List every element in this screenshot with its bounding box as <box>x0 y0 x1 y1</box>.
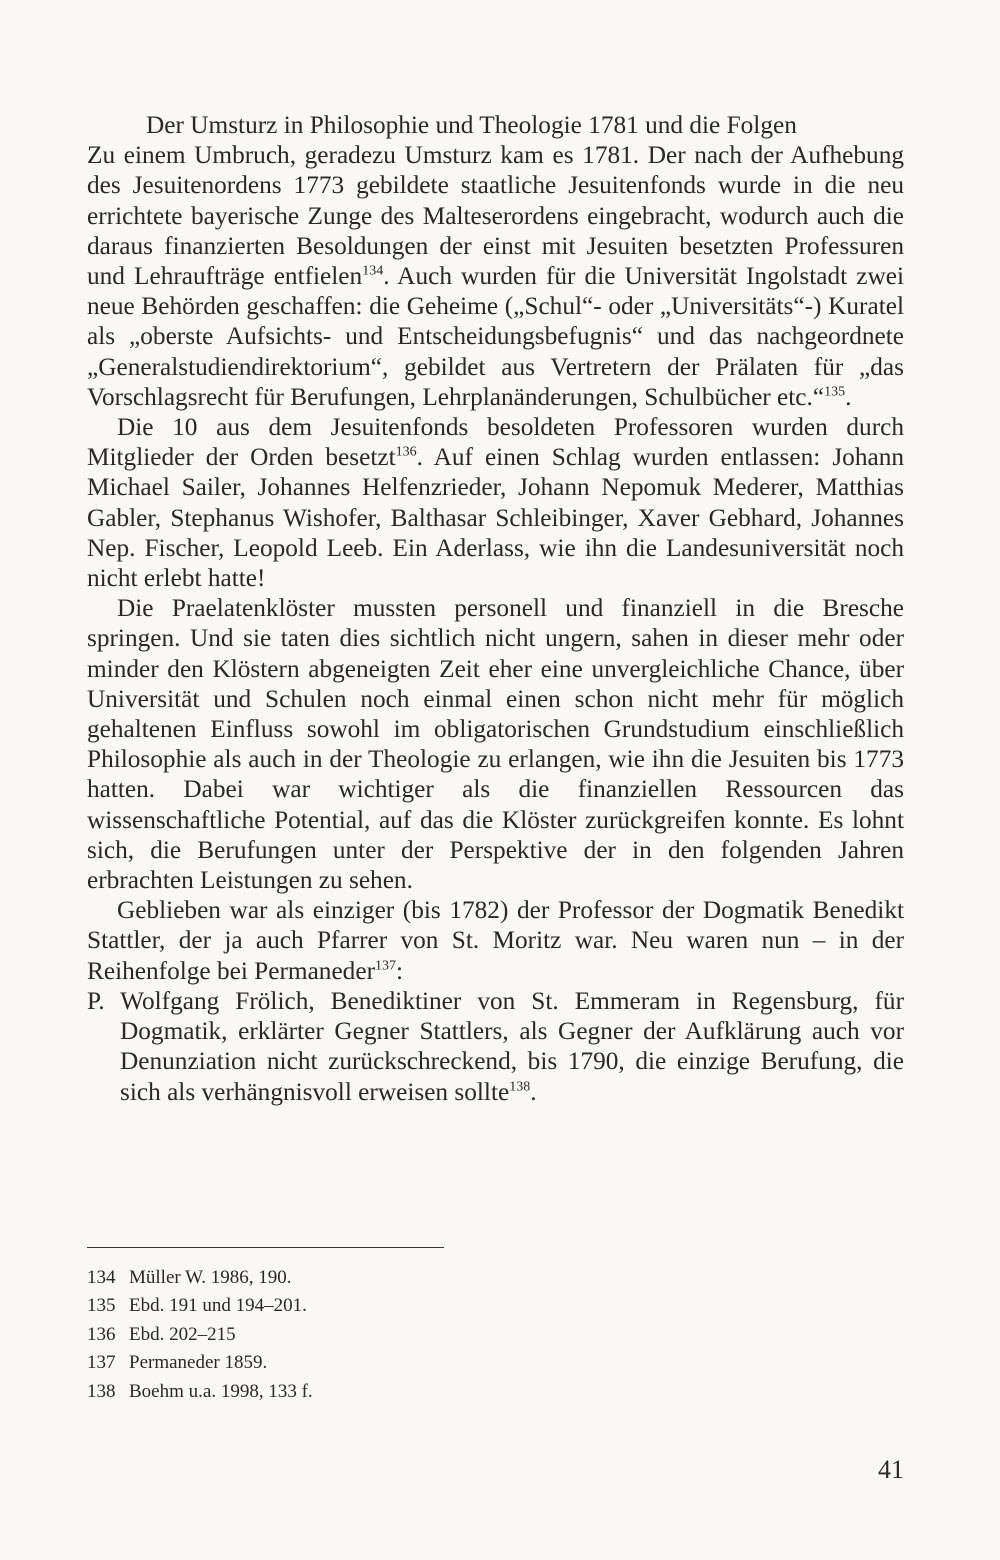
paragraph-2-text-a: Die 10 aus dem Jesuitenfonds besoldeten Professoren wurden durch Mitglieder der Orden besetzt <box>87 413 904 472</box>
footnote-text: Boehm u.a. 1998, 133 f. <box>129 1380 313 1402</box>
footnote-137 <box>87 1349 687 1377</box>
list-entry-text-a: P. Wolfgang Frölich, Benediktiner von St. Emmeram in Regensburg, für Dogmatik, erklärter Gegner Stattlers, als Gegner der Aufklärung auch vor Denunziation nicht zurückschreckend, bis 1790, die einzige Berufung, die sich als verhängnisvoll erweisen sollte <box>87 986 904 1106</box>
section-heading: Der Umsturz in Philosophie und Theologie 1781 und die Folgen <box>146 111 797 139</box>
footnote-number: 137 <box>87 1352 116 1374</box>
paragraph-4-text-b: : <box>396 956 404 985</box>
footnote-number: 135 <box>87 1295 116 1317</box>
paragraph-3-text: Die Praelatenklöster mussten personell und finanziell in die Bresche springen. Und sie taten dies sichtlich nicht ungern, sahen in dieser mehr oder minder den Klöstern abgeneigten Zeit eher eine unvergleichliche Chance, über Universität und Schulen noch einmal einen schon nicht mehr für möglich gehaltenen Einfluss sowohl im obligatorischen Grundstudium einschließlich Philosophie als auch in der Theologie zu erlangen, wie ihn die Jesuiten bis 1773 hatten. Dabei war wichtiger als die finanziellen Ressourcen das wissenschaftliche Potential, auf das die Klöster zurückgreifen konnte. Es lohnt sich, die Berufungen unter der Perspektive der in den folgenden Jahren erbrachten Leistungen zu sehen. <box>87 594 904 895</box>
footnote-138 <box>87 1378 687 1406</box>
paragraph-1-text-a: Zu einem Umbruch, geradezu Umsturz kam es 1781. Der nach der Aufhebung des Jesuitenordens 1773 gebildete staatliche Jesuitenfonds wurde in die neu errichtete bayerische Zunge des Malteserordens eingebracht, wodurch auch die daraus finanzierten Besoldungen der einst mit Jesuiten besetzten Professuren und Lehraufträge entfielen <box>87 141 904 291</box>
footnote-136 <box>87 1321 687 1349</box>
footnote-ref-136[interactable]: 136 <box>395 444 417 460</box>
paragraph-2-text-b: . Auf einen Schlag wurden entlassen: Johann Michael Sailer, Johannes Helfenzrieder, Johann Nepomuk Mederer, Matthias Gabler, Stephanus Wishofer, Balthasar Schleibinger, Xaver Gebhard, Johannes Nep. Fischer, Leopold Leeb. Ein Aderlass, wie ihn die Landesuniversität noch nicht erlebt hatte! <box>87 443 904 593</box>
footnote-text: Müller W. 1986, 190. <box>129 1267 292 1288</box>
list-entry-text-b: . <box>530 1077 537 1106</box>
footnote-text: Ebd. 202–215 <box>129 1323 236 1345</box>
footnote-text: Ebd. 191 und 194–201. <box>129 1295 307 1317</box>
footnote-ref-135[interactable]: 135 <box>824 384 846 400</box>
footnote-ref-137[interactable]: 137 <box>375 958 396 974</box>
main-text <box>87 110 904 1107</box>
page-number: 41 <box>878 1455 904 1484</box>
footnote-135 <box>87 1292 687 1320</box>
list-entry-froelich <box>87 986 904 1107</box>
paragraph-1-text-b: . Auch wurden für die Universität Ingolstadt zwei neue Behörden geschaffen: die Geheime („Schul“- oder „Universitäts“-) Kuratel als „oberste Aufsichts- und Entscheidungsbefugnis“ und das nachgeordnete „Generalstudiendirektorium“, gebildet aus Vertretern der Prälaten für „das Vorschlagsrecht für Berufungen, Lehrplanänderungen, Schulbücher etc.“ <box>87 262 904 411</box>
footnotes <box>87 1264 687 1406</box>
footnote-134 <box>87 1264 687 1292</box>
footnote-ref-134[interactable]: 134 <box>362 263 384 279</box>
paragraph-2 <box>87 412 904 593</box>
footnote-number: 138 <box>87 1380 116 1402</box>
footnote-divider <box>87 1247 444 1248</box>
footnote-text: Permaneder 1859. <box>129 1352 268 1374</box>
footnote-number: 136 <box>87 1323 116 1345</box>
paragraph-1-text-c: . <box>845 382 852 411</box>
footnote-number: 134 <box>87 1267 116 1288</box>
paragraph-4 <box>87 895 904 986</box>
paragraph-4-text-a: Geblieben war als einziger (bis 1782) der Professor der Dogmatik Benedikt Stattler, der ja auch Pfarrer von St. Moritz war. Neu waren nun – in der Reihenfolge bei Permaneder <box>87 896 904 985</box>
paragraph-1 <box>87 140 904 412</box>
footnote-ref-138[interactable]: 138 <box>509 1079 531 1095</box>
paragraph-3 <box>87 593 904 895</box>
